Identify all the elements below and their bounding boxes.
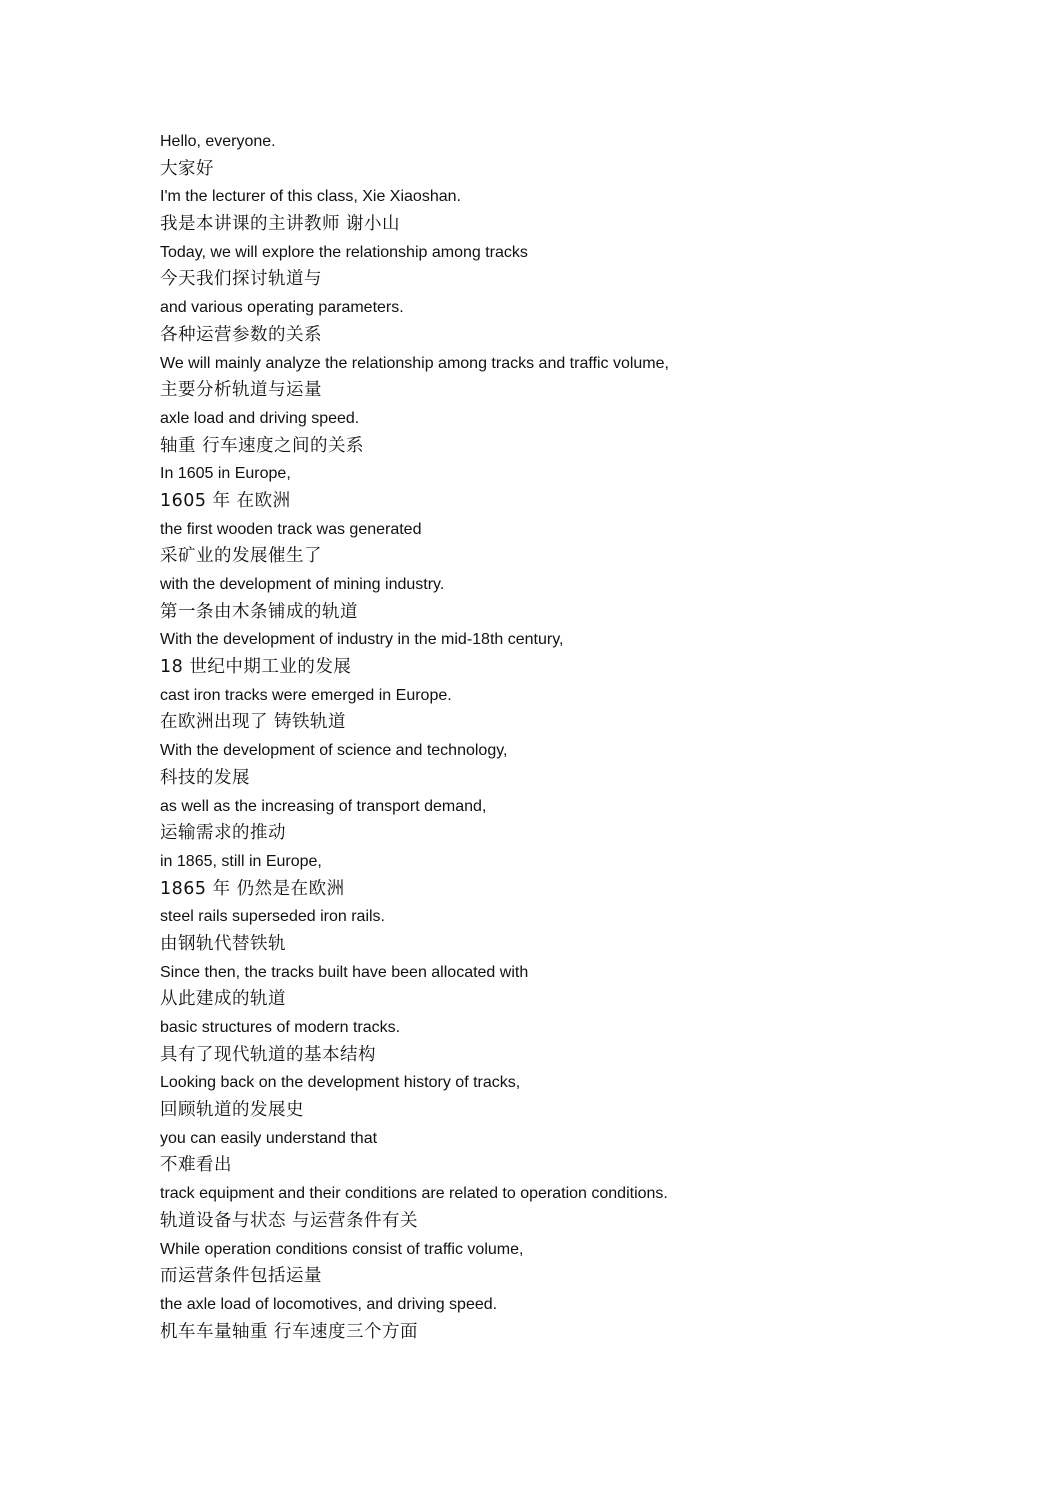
english-line: axle load and driving speed. <box>160 409 360 427</box>
english-line: basic structures of modern tracks. <box>160 1019 401 1036</box>
chinese-line: 1865 年 仍然是在欧洲 <box>160 878 345 899</box>
english-line: Looking back on the development history of tracks, <box>160 1074 521 1092</box>
english-line: and various operating parameters. <box>160 299 404 317</box>
chinese-line: 18 世纪中期工业的发展 <box>160 657 352 678</box>
english-line: you can easily understand that <box>160 1129 378 1147</box>
chinese-line: 而运营条件包括运量 <box>160 1266 322 1287</box>
english-line: as well as the increasing of transport demand, <box>160 797 487 815</box>
chinese-line: 轨道设备与状态 与运营条件有关 <box>160 1210 419 1231</box>
chinese-line: 大家好 <box>160 158 214 179</box>
english-line: cast iron tracks were emerged in Europe. <box>160 686 452 704</box>
english-line: Hello, everyone. <box>160 133 276 150</box>
chinese-line: 不难看出 <box>160 1155 232 1176</box>
english-line: track equipment and their conditions are related to operation conditions. <box>160 1185 668 1203</box>
english-line: In 1605 in Europe, <box>160 465 291 483</box>
chinese-line: 从此建成的轨道 <box>160 989 286 1010</box>
english-line: Since then, the tracks built have been allocated with <box>160 963 529 981</box>
english-line: in 1865, still in Europe, <box>160 852 322 870</box>
chinese-line: 科技的发展 <box>160 767 250 788</box>
chinese-line: 在欧洲出现了 铸铁轨道 <box>160 712 347 733</box>
chinese-line: 第一条由木条铺成的轨道 <box>160 601 358 622</box>
english-line: I'm the lecturer of this class, Xie Xiaoshan. <box>160 188 461 206</box>
chinese-line: 主要分析轨道与运量 <box>160 380 322 401</box>
chinese-line: 我是本讲课的主讲教师 谢小山 <box>160 214 401 235</box>
english-line: While operation conditions consist of traffic volume, <box>160 1240 524 1258</box>
chinese-line: 今天我们探讨轨道与 <box>160 269 322 290</box>
chinese-line: 回顾轨道的发展史 <box>160 1100 304 1121</box>
english-line: steel rails superseded iron rails. <box>160 908 385 926</box>
chinese-line: 机车车量轴重 行车速度三个方面 <box>160 1321 419 1342</box>
english-line: the first wooden track was generated <box>160 520 422 538</box>
chinese-line: 轴重 行车速度之间的关系 <box>160 435 365 456</box>
english-line: the axle load of locomotives, and driving speed. <box>160 1295 498 1313</box>
english-line: Today, we will explore the relationship among tracks <box>160 243 528 261</box>
english-line: We will mainly analyze the relationship among tracks and traffic volume, <box>160 354 669 372</box>
chinese-line: 采矿业的发展催生了 <box>160 546 322 567</box>
chinese-line: 各种运营参数的关系 <box>160 324 322 345</box>
english-line: With the development of industry in the mid-18th century, <box>160 631 564 649</box>
chinese-line: 运输需求的推动 <box>160 823 286 844</box>
bilingual-transcript <box>160 128 980 1346</box>
english-line: With the development of science and technology, <box>160 742 508 760</box>
english-line: with the development of mining industry. <box>160 576 445 593</box>
chinese-line: 具有了现代轨道的基本结构 <box>160 1044 376 1065</box>
chinese-line: 1605 年 在欧洲 <box>160 490 291 511</box>
chinese-line: 由钢轨代替铁轨 <box>160 933 286 954</box>
